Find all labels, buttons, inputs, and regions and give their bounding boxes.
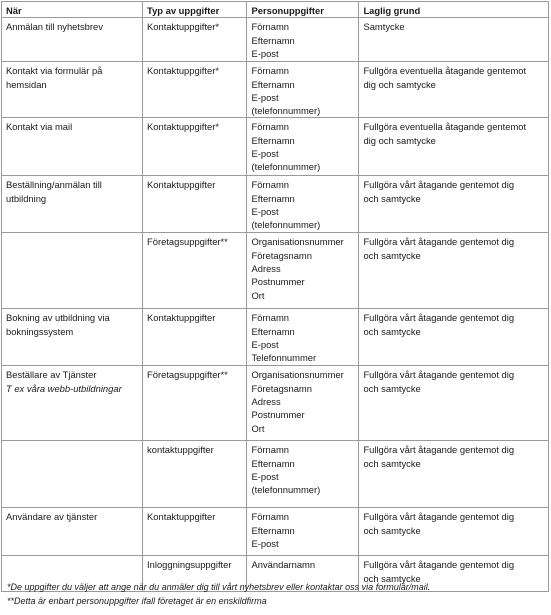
nar-text: Beställare av Tjänster xyxy=(6,369,97,381)
personuppgift-item: Förnamn xyxy=(251,65,289,77)
cell-personuppgifter xyxy=(247,18,359,62)
laglig-grund-text: och samtycke xyxy=(363,382,421,394)
typ-text: Företagsuppgifter** xyxy=(147,369,228,381)
typ-text: Kontaktuppgifter* xyxy=(147,121,219,133)
table-row xyxy=(2,118,549,176)
footnote-1: *De uppgifter du väljer att ange när du anmäler dig till vårt nyhetsbrev eller kontaktar oss via formulär/mail. xyxy=(7,582,431,592)
laglig-grund-text: och samtycke xyxy=(363,524,421,536)
cell-laglig-grund xyxy=(359,309,549,366)
nar-text: Kontakt via formulär på xyxy=(6,65,103,77)
cell-nar xyxy=(2,18,143,62)
typ-text: Företagsuppgifter** xyxy=(147,236,228,248)
cell-nar xyxy=(2,176,143,233)
personuppgift-item: E-post xyxy=(251,148,279,160)
personuppgift-item: (telefonnummer) xyxy=(251,219,321,231)
cell-personuppgifter xyxy=(247,233,359,309)
cell-personuppgifter xyxy=(247,441,359,508)
typ-text: kontaktuppgifter xyxy=(147,444,214,456)
personuppgift-item: Efternamn xyxy=(251,524,295,536)
personuppgift-item: Efternamn xyxy=(251,134,295,146)
personuppgift-item: Adress xyxy=(251,263,281,275)
personuppgift-item: Förnamn xyxy=(251,511,289,523)
table-row xyxy=(2,18,549,62)
cell-nar xyxy=(2,366,143,441)
cell-personuppgifter xyxy=(247,508,359,556)
cell-laglig-grund xyxy=(359,441,549,508)
laglig-grund-text: och samtycke xyxy=(363,325,421,337)
personuppgift-item: Förnamn xyxy=(251,21,289,33)
cell-typ-av-uppgifter xyxy=(143,508,247,556)
laglig-grund-text: dig och samtycke xyxy=(363,134,436,146)
laglig-grund-text: Fullgöra vårt åtagande gentemot dig xyxy=(363,369,515,381)
typ-text: Kontaktuppgifter* xyxy=(147,21,219,33)
cell-typ-av-uppgifter xyxy=(143,62,247,118)
laglig-grund-text: Fullgöra vårt åtagande gentemot dig xyxy=(363,179,515,191)
personuppgift-item: E-post xyxy=(251,91,279,103)
cell-nar xyxy=(2,118,143,176)
cell-typ-av-uppgifter xyxy=(143,309,247,366)
cell-typ-av-uppgifter xyxy=(143,18,247,62)
cell-laglig-grund xyxy=(359,176,549,233)
nar-text: Kontakt via mail xyxy=(6,121,73,133)
cell-laglig-grund xyxy=(359,233,549,309)
cell-nar xyxy=(2,62,143,118)
laglig-grund-text: Fullgöra vårt åtagande gentemot dig xyxy=(363,559,515,571)
cell-laglig-grund xyxy=(359,508,549,556)
personal-data-table xyxy=(1,1,549,592)
typ-text: Kontaktuppgifter xyxy=(147,312,216,324)
cell-laglig-grund xyxy=(359,62,549,118)
footnotes xyxy=(7,581,547,608)
personuppgift-item: Postnummer xyxy=(251,409,305,421)
personuppgift-item: Ort xyxy=(251,289,265,301)
table-row xyxy=(2,233,549,309)
nar-text: Beställning/anmälan till xyxy=(6,179,102,191)
table-row xyxy=(2,176,549,233)
cell-typ-av-uppgifter xyxy=(143,233,247,309)
personuppgift-item: Förnamn xyxy=(251,444,289,456)
personuppgift-item: Förnamn xyxy=(251,179,289,191)
nar-text: Bokning av utbildning via xyxy=(6,312,110,324)
personuppgift-item: Förnamn xyxy=(251,312,289,324)
personuppgift-item: Postnummer xyxy=(251,276,305,288)
personuppgift-item: Efternamn xyxy=(251,457,295,469)
personuppgift-item: (telefonnummer) xyxy=(251,484,321,496)
table-row xyxy=(2,62,549,118)
cell-typ-av-uppgifter xyxy=(143,176,247,233)
personuppgift-item: Efternamn xyxy=(251,325,295,337)
table-header-row xyxy=(2,2,549,18)
laglig-grund-text: Fullgöra eventuella åtagande gentemot xyxy=(363,121,527,133)
personuppgift-item: E-post xyxy=(251,47,279,59)
nar-note: T ex våra webb-utbildningar xyxy=(6,382,122,394)
cell-typ-av-uppgifter xyxy=(143,118,247,176)
footnote-2: **Detta är enbart personuppgifter ifall företaget är en enskildfirma xyxy=(7,595,267,606)
personuppgift-item: Företagsnamn xyxy=(251,249,312,261)
laglig-grund-text: Fullgöra vårt åtagande gentemot dig xyxy=(363,444,515,456)
personuppgift-item: Efternamn xyxy=(251,78,295,90)
table-row xyxy=(2,508,549,556)
cell-nar xyxy=(2,233,143,309)
cell-typ-av-uppgifter xyxy=(143,366,247,441)
nar-text: utbildning xyxy=(6,192,47,204)
laglig-grund-text: Fullgöra eventuella åtagande gentemot xyxy=(363,65,527,77)
typ-text: Kontaktuppgifter xyxy=(147,511,216,523)
laglig-grund-text: och samtycke xyxy=(363,192,421,204)
laglig-grund-text: Fullgöra vårt åtagande gentemot dig xyxy=(363,312,515,324)
cell-personuppgifter xyxy=(247,366,359,441)
laglig-grund-text: och samtycke xyxy=(363,572,421,584)
laglig-grund-text: dig och samtycke xyxy=(363,78,436,90)
nar-text: Anmälan till nyhetsbrev xyxy=(6,21,103,33)
cell-personuppgifter xyxy=(247,176,359,233)
cell-laglig-grund xyxy=(359,366,549,441)
cell-nar xyxy=(2,309,143,366)
laglig-grund-text: och samtycke xyxy=(363,249,421,261)
personuppgift-item: Användarnamn xyxy=(251,559,316,571)
personuppgift-item: (telefonnummer) xyxy=(251,105,321,117)
personuppgift-item: Telefonnummer xyxy=(251,352,317,364)
personuppgift-item: E-post xyxy=(251,471,279,483)
header-personuppgifter: Personuppgifter xyxy=(247,2,359,18)
personuppgift-item: Efternamn xyxy=(251,34,295,46)
personuppgift-item: E-post xyxy=(251,206,279,218)
cell-personuppgifter xyxy=(247,62,359,118)
personuppgift-item: Efternamn xyxy=(251,192,295,204)
personuppgift-item: Företagsnamn xyxy=(251,382,312,394)
personuppgift-item: (telefonnummer) xyxy=(251,161,321,173)
personuppgift-item: Organisationsnummer xyxy=(251,369,344,381)
header-typ-av-uppgifter: Typ av uppgifter xyxy=(143,2,247,18)
header-nar: När xyxy=(2,2,143,18)
personuppgift-item: Adress xyxy=(251,396,281,408)
personuppgift-item: E-post xyxy=(251,538,279,550)
laglig-grund-text: och samtycke xyxy=(363,457,421,469)
laglig-grund-text: Samtycke xyxy=(363,21,405,33)
cell-nar xyxy=(2,441,143,508)
personuppgift-item: Förnamn xyxy=(251,121,289,133)
header-laglig-grund: Laglig grund xyxy=(359,2,549,18)
cell-typ-av-uppgifter xyxy=(143,441,247,508)
table-row xyxy=(2,309,549,366)
cell-laglig-grund xyxy=(359,118,549,176)
typ-text: Inloggningsuppgifter xyxy=(147,559,232,571)
table-body xyxy=(2,18,549,592)
cell-personuppgifter xyxy=(247,309,359,366)
table-row xyxy=(2,441,549,508)
table-row xyxy=(2,366,549,441)
personuppgift-item: Ort xyxy=(251,422,265,434)
personuppgift-item: E-post xyxy=(251,339,279,351)
nar-text: Användare av tjänster xyxy=(6,511,98,523)
cell-nar xyxy=(2,508,143,556)
cell-laglig-grund xyxy=(359,18,549,62)
cell-personuppgifter xyxy=(247,118,359,176)
nar-text: hemsidan xyxy=(6,78,47,90)
laglig-grund-text: Fullgöra vårt åtagande gentemot dig xyxy=(363,236,515,248)
nar-text: bokningssystem xyxy=(6,325,74,337)
personuppgift-item: Organisationsnummer xyxy=(251,236,344,248)
typ-text: Kontaktuppgifter xyxy=(147,179,216,191)
typ-text: Kontaktuppgifter* xyxy=(147,65,219,77)
laglig-grund-text: Fullgöra vårt åtagande gentemot dig xyxy=(363,511,515,523)
